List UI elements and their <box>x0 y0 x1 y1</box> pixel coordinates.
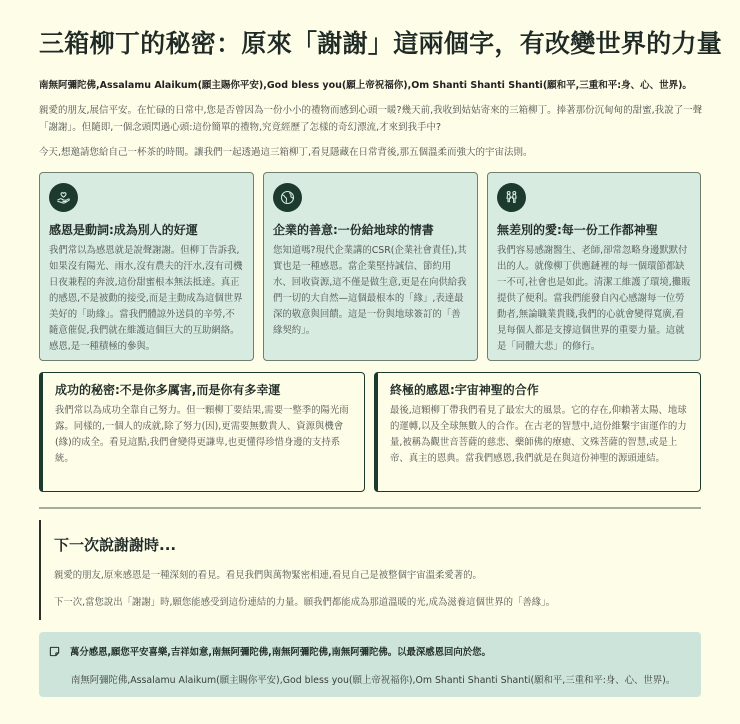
card-gratitude-verb <box>39 172 254 361</box>
card-body: 我們容易感謝醫生、老師,卻常忽略身邊默默付出的人。就像柳丁供應鏈裡的每一個環節都缺一不可,社會也是如此。清潔工維護了環境,攤販提供了便利。當我們能發自內心感謝每一位勞動者,無論職業貴賤,我們的心就會變得寬廣,看見每個人都是支撐這個世界的重要力量。這就是「同體大悲」的修行。 <box>497 245 691 352</box>
closing-blessing: 南無阿彌陀佛,Assalamu Alaikum(願主賜你平安),God bless you(願上帝祝福你),Om Shanti Shanti Shanti(願和平,三重和平:身、心、世界)。 <box>71 675 676 686</box>
people-icon <box>497 183 526 212</box>
card-secret-of-success <box>39 372 365 492</box>
dedication-text: 萬分感恩,願您平安喜樂,吉祥如意,南無阿彌陀佛,南無阿彌陀佛,南無阿彌陀佛。以最深感恩回向於您。 <box>70 647 491 658</box>
closing-paragraph: 下一次,當您說出「謝謝」時,願您能感受到這份連結的力量。願我們都能成為那道溫暖的光,成為滋養這個世界的「善緣」。 <box>54 597 556 608</box>
closing-paragraph: 親愛的朋友,原來感恩是一種深刻的看見。看見我們與萬物緊密相連,看見自己是被整個宇宙溫柔愛著的。 <box>54 570 482 581</box>
card-title: 無差別的愛:每一份工作都神聖 <box>497 223 658 237</box>
heart-hand-icon <box>49 183 78 212</box>
card-body: 最後,這顆柳丁帶我們看見了最宏大的風景。它的存在,仰賴著太陽、地球的運轉,以及全球無數人的合作。在古老的智慧中,這份維繫宇宙運作的力量,被稱為觀世音菩薩的慈悲、藥師佛的療癒、文殊菩薩的智慧,或是上帝、真主的恩典。當我們感恩,我們就是在與這份神聖的源頭連結。 <box>390 405 687 464</box>
card-unconditional-love <box>487 172 701 361</box>
page-title: 三箱柳丁的秘密：原來「謝謝」這兩個字，有改變世界的力量 <box>39 29 723 58</box>
card-title: 感恩是動詞:成為別人的好運 <box>49 223 198 237</box>
closing-heading: 下一次說謝謝時... <box>54 536 177 554</box>
card-title: 終極的感恩:宇宙神聖的合作 <box>390 383 539 397</box>
dedication-line <box>49 644 691 658</box>
card-body: 我們常以為感恩就是說聲謝謝。但柳丁告訴我,如果沒有陽光、雨水,沒有農夫的汗水,沒有司機日夜兼程的奔波,這份甜蜜根本無法抵達。真正的感恩,不是被動的接受,而是主動成為這個世界美好的「助緣」。當我們體諒外送員的辛勞,不隨意催促,我們就在維護這個巨大的互助網絡。感恩,是一種積極的參與。 <box>49 245 243 352</box>
card-title: 成功的秘密:不是你多厲害,而是你有多幸運 <box>55 383 281 397</box>
card-corporate-kindness <box>263 172 478 361</box>
note-icon <box>49 646 60 657</box>
section-divider <box>39 507 701 509</box>
intro-section <box>39 102 704 169</box>
card-body: 我們常以為成功全靠自己努力。但一顆柳丁要結果,需要一整季的陽光雨露。同樣的,一個人的成就,除了努力(因),更需要無數貴人、資源與機會(緣)的成全。看見這點,我們會變得更謙卑,也更懂得珍惜身邊的支持系統。 <box>55 405 349 464</box>
card-title: 企業的善意:一份給地球的情書 <box>273 223 434 237</box>
globe-icon <box>273 183 302 212</box>
card-ultimate-gratitude <box>374 372 701 492</box>
opening-blessing: 南無阿彌陀佛,Assalamu Alaikum(願主賜你平安),God bless you(願上帝祝福你),Om Shanti Shanti Shanti(願和平,三重和平:身、心、世界)。 <box>39 80 692 91</box>
closing-section <box>39 520 701 620</box>
card-body: 您知道嗎?現代企業講的CSR(企業社會責任),其實也是一種感恩。當企業堅持誠信、節約用水、回收資源,這不僅是做生意,更是在向供給我們一切的大自然—這個最根本的「緣」,表達最深的敬意與回饋。這是一份與地球簽訂的「善緣契約」。 <box>273 245 467 336</box>
intro-paragraph: 親愛的朋友,展信平安。在忙碌的日常中,您是否曾因為一份小小的禮物而感到心頭一暖?幾天前,我收到姑姑寄來的三箱柳丁。捧著那份沉甸甸的甜蜜,我說了一聲「謝謝」。但隨即,一個念頭閃過心頭:這份簡單的禮物,究竟經歷了怎樣的奇幻漂流,才來到我手中? <box>39 105 703 133</box>
dedication-box <box>39 632 701 697</box>
intro-paragraph: 今天,想邀請您給自己一杯茶的時間。讓我們一起透過這三箱柳丁,看見隱藏在日常背後,那五個溫柔而強大的宇宙法則。 <box>39 147 533 158</box>
